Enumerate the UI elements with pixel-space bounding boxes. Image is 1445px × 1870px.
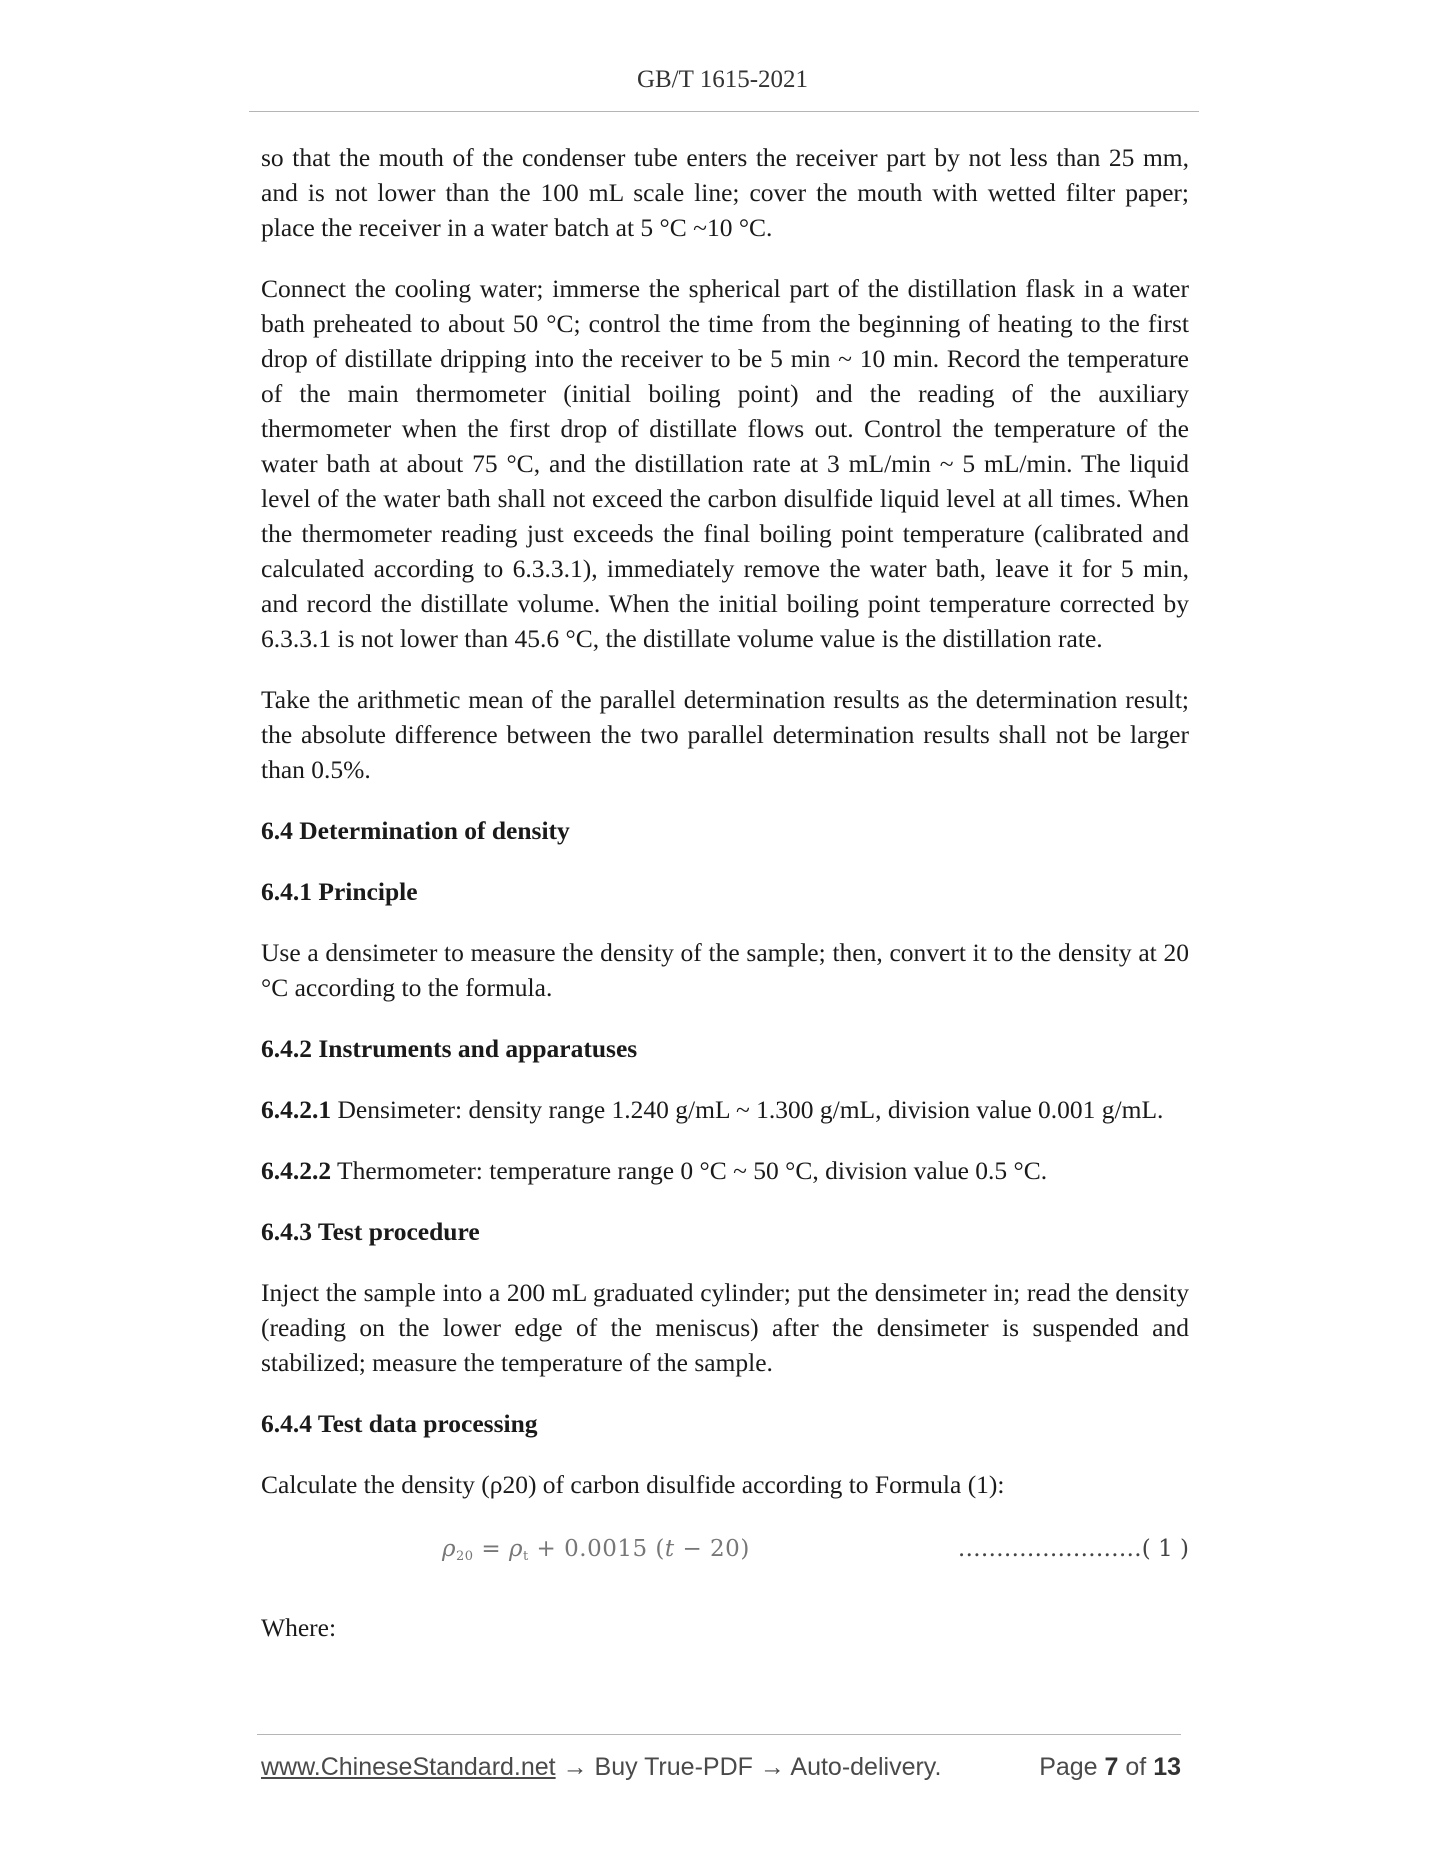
footer-website-link[interactable]: www.ChineseStandard.net bbox=[261, 1753, 556, 1781]
formula-1 bbox=[261, 1536, 1189, 1576]
section-heading-6-4-4: 6.4.4 Test data processing bbox=[261, 1409, 538, 1438]
clause-text: Densimeter: density range 1.240 g/mL ~ 1.300 g/mL, division value 0.001 g/mL. bbox=[331, 1095, 1164, 1124]
page-number: 7 bbox=[1104, 1753, 1119, 1781]
clause-number: 6.4.2.2 bbox=[261, 1156, 332, 1185]
clause-number: 6.4.2.1 bbox=[261, 1095, 332, 1124]
formula-number bbox=[958, 1536, 1189, 1562]
paragraph-receiver-setup: so that the mouth of the condenser tube enters the receiver part by not less than 25 mm, and is not lower than the 100 mL scale line; cover the mouth with wetted filter paper; place the receiver in a water batch at 5 °C ~10 °C. bbox=[261, 143, 1189, 242]
paragraph-test-procedure: Inject the sample into a 200 mL graduated cylinder; put the densimeter in; read the density (reading on the lower edge of the meniscus) after the densimeter is suspended and stabilized; measure the temperature of the sample. bbox=[261, 1278, 1189, 1377]
formula-subscript-20: 20 bbox=[456, 1549, 474, 1564]
where-label: Where: bbox=[261, 1613, 337, 1642]
document-header-title: GB/T 1615-2021 bbox=[636, 66, 809, 93]
clause-6-4-2-2 bbox=[261, 1153, 1189, 1188]
formula-leader-dots: …………………… bbox=[957, 1536, 1142, 1562]
formula-rho-t: ρ bbox=[508, 1536, 524, 1562]
footer-tagline: → Buy True-PDF → Auto-delivery. bbox=[555, 1753, 942, 1781]
formula-part-a: + 0.0015 ( bbox=[528, 1536, 665, 1562]
paragraph-calculation: Calculate the density (ρ20) of carbon disulfide according to Formula (1): bbox=[261, 1470, 1005, 1499]
formula-equals: = bbox=[473, 1536, 509, 1562]
paragraph-principle: Use a densimeter to measure the density of the sample; then, convert it to the density at 20 °C according to the formula. bbox=[261, 938, 1189, 1002]
formula-subscript-t: t bbox=[523, 1549, 529, 1564]
paragraph-distillation-procedure: Connect the cooling water; immerse the spherical part of the distillation flask in a water bath preheated to about 50 °C; control the time from the beginning of heating to the first drop of distillate dripping into the receiver to be 5 min ~ 10 min. Record the temperature of the main thermometer (initial boiling point) and the reading of the auxiliary thermometer when the first drop of distillate flows out. Control the temperature of the water bath at about 75 °C, and the distillation rate at 3 mL/min ~ 5 mL/min. The liquid level of the water bath shall not exceed the carbon disulfide liquid level at all times. When the thermometer reading just exceeds the final boiling point temperature (calibrated and calculated according to 6.3.3.1), immediately remove the water bath, leave it for 5 min, and record the distillate volume. When the initial boiling point temperature corrected by 6.3.3.1 is not lower than 45.6 °C, the distillate volume value is the distillation rate. bbox=[261, 274, 1189, 653]
page-content bbox=[261, 140, 1189, 1671]
section-heading-6-4-1: 6.4.1 Principle bbox=[261, 877, 418, 906]
clause-text: Thermometer: temperature range 0 °C ~ 50 °C, division value 0.5 °C. bbox=[331, 1156, 1048, 1185]
page-total: 13 bbox=[1153, 1753, 1181, 1781]
formula-rho: ρ bbox=[442, 1536, 457, 1562]
page-word: Page bbox=[1039, 1753, 1105, 1781]
formula-label: ( 1 ) bbox=[1141, 1536, 1189, 1562]
of-word: of bbox=[1118, 1753, 1154, 1781]
footer-divider bbox=[257, 1734, 1181, 1735]
page-indicator bbox=[1039, 1753, 1181, 1782]
formula-part-b: − 20) bbox=[674, 1536, 750, 1562]
section-heading-6-4-3: 6.4.3 Test procedure bbox=[261, 1217, 480, 1246]
formula-var-t: t bbox=[664, 1536, 675, 1562]
paragraph-result-determination: Take the arithmetic mean of the parallel determination results as the determination result; the absolute difference between the two parallel determination results shall not be larger than 0.5%. bbox=[261, 685, 1189, 784]
section-heading-6-4-2: 6.4.2 Instruments and apparatuses bbox=[261, 1034, 638, 1063]
page-footer bbox=[261, 1753, 1181, 1782]
clause-6-4-2-1 bbox=[261, 1092, 1189, 1127]
header-divider bbox=[249, 111, 1199, 112]
section-heading-6-4: 6.4 Determination of density bbox=[261, 816, 570, 845]
formula-expression bbox=[442, 1536, 750, 1564]
